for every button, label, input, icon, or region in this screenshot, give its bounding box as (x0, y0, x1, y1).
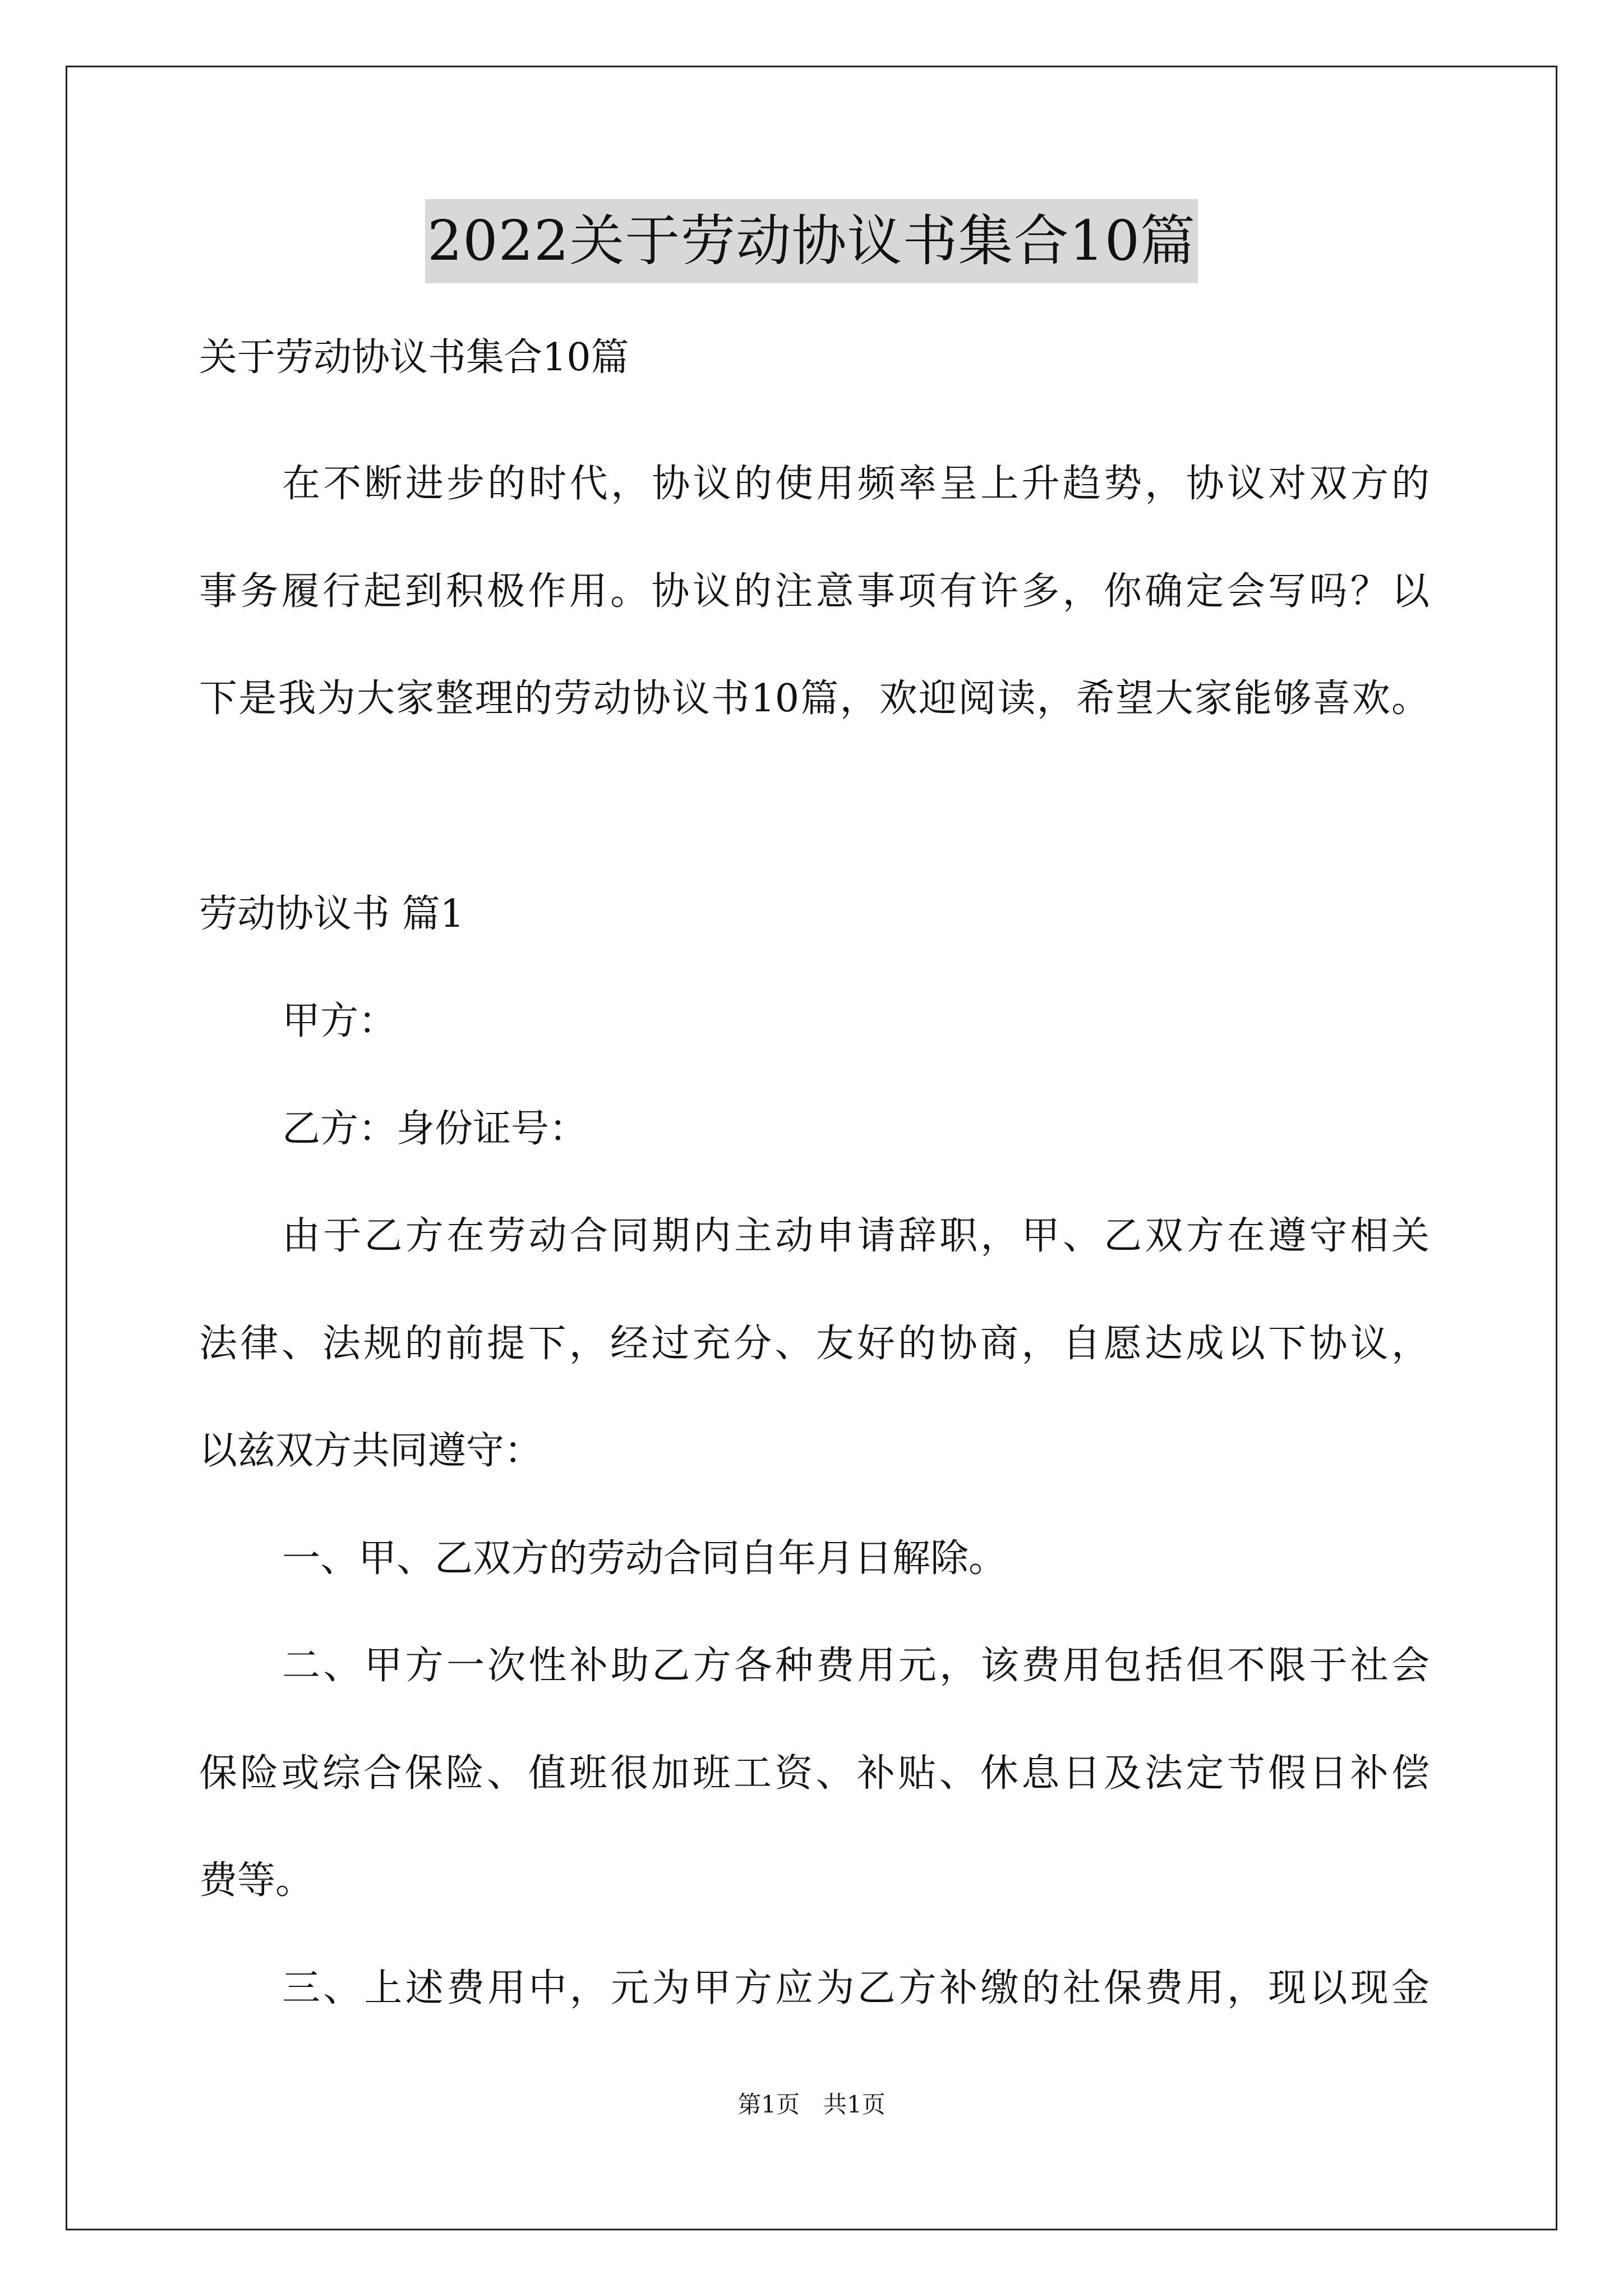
clause-2-line-2: 保险或综合保险、值班很加班工资、补贴、休息日及法定节假日补偿 (199, 1751, 1430, 1796)
clause-2-line-3: 费等。 (199, 1858, 314, 1903)
clause-1: 一、甲、乙双方的劳动合同自年月日解除。 (282, 1536, 1007, 1581)
section-heading: 劳动协议书 篇1 (199, 892, 464, 936)
page-footer: 第1页 共1页 (737, 2091, 886, 2118)
clause-2-line-1: 二、甲方一次性补助乙方各种费用元，该费用包括但不限于社会 (282, 1644, 1430, 1688)
document-subtitle: 关于劳动协议书集合10篇 (199, 335, 629, 380)
preamble-line-1: 由于乙方在劳动合同期内主动申请辞职，甲、乙双方在遵守相关 (282, 1214, 1430, 1258)
clause-3-line-1: 三、上述费用中，元为甲方应为乙方补缴的社保费用，现以现金 (282, 1966, 1430, 2010)
party-a-label: 甲方： (282, 999, 397, 1043)
intro-line-2: 事务履行起到积极作用。协议的注意事项有许多，你确定会写吗？以 (199, 569, 1430, 614)
title-container (0, 199, 1623, 283)
document-title: 2022关于劳动协议书集合10篇 (425, 199, 1198, 283)
party-b-label: 乙方：身份证号： (282, 1107, 588, 1151)
intro-line-3: 下是我为大家整理的劳动协议书10篇，欢迎阅读，希望大家能够喜欢。 (199, 677, 1430, 721)
intro-line-1: 在不断进步的时代，协议的使用频率呈上升趋势，协议对双方的 (282, 462, 1430, 506)
preamble-line-3: 以兹双方共同遵守： (199, 1429, 543, 1473)
preamble-line-2: 法律、法规的前提下，经过充分、友好的协商，自愿达成以下协议， (199, 1322, 1430, 1366)
